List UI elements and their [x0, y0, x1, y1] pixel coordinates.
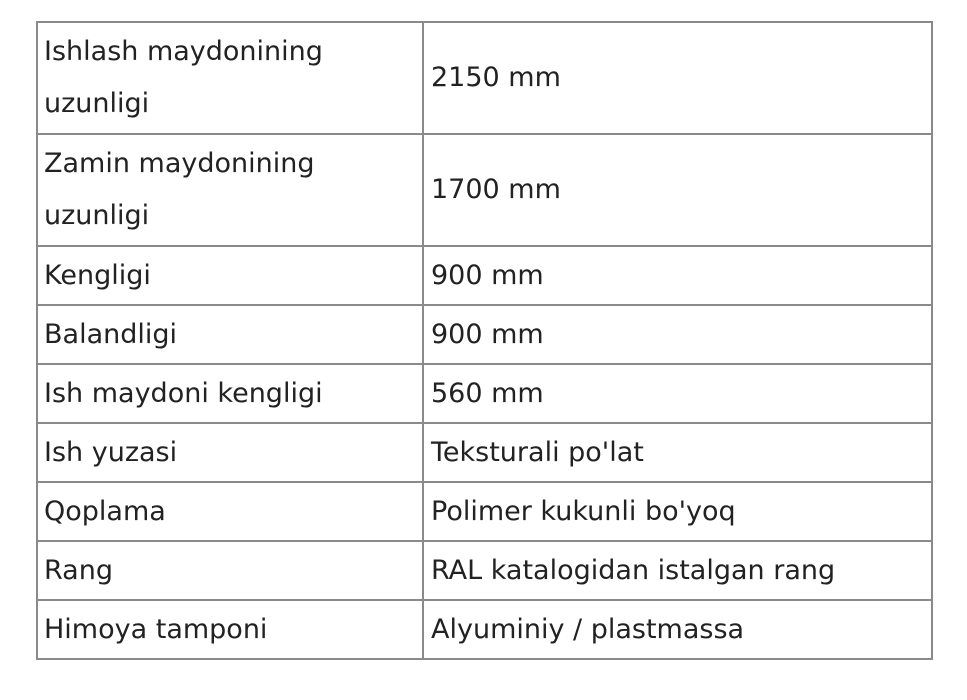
spec-label: Rang — [37, 541, 423, 600]
spec-value: 900 mm — [423, 246, 932, 305]
spec-value: RAL katalogidan istalgan rang — [423, 541, 932, 600]
spec-label: Kengligi — [37, 246, 423, 305]
spec-value: 2150 mm — [423, 22, 932, 134]
table-row — [37, 423, 932, 482]
spec-label: Himoya tamponi — [37, 600, 423, 659]
table-row — [37, 541, 932, 600]
spec-label: Ish maydoni kengligi — [37, 364, 423, 423]
table-row — [37, 305, 932, 364]
table-row — [37, 246, 932, 305]
table-row — [37, 600, 932, 659]
spec-label: Ish yuzasi — [37, 423, 423, 482]
table-row — [37, 482, 932, 541]
table-row — [37, 364, 932, 423]
spec-value: 900 mm — [423, 305, 932, 364]
table-row — [37, 134, 932, 246]
spec-value: Alyuminiy / plastmassa — [423, 600, 932, 659]
spec-value: Polimer kukunli bo'yoq — [423, 482, 932, 541]
table-row — [37, 22, 932, 134]
spec-value: 560 mm — [423, 364, 932, 423]
spec-label: Ishlash maydonining uzunligi — [37, 22, 423, 134]
spec-label: Balandligi — [37, 305, 423, 364]
spec-value: 1700 mm — [423, 134, 932, 246]
spec-table — [36, 21, 933, 660]
spec-label: Zamin maydonining uzunligi — [37, 134, 423, 246]
spec-value: Teksturali po'lat — [423, 423, 932, 482]
spec-label: Qoplama — [37, 482, 423, 541]
